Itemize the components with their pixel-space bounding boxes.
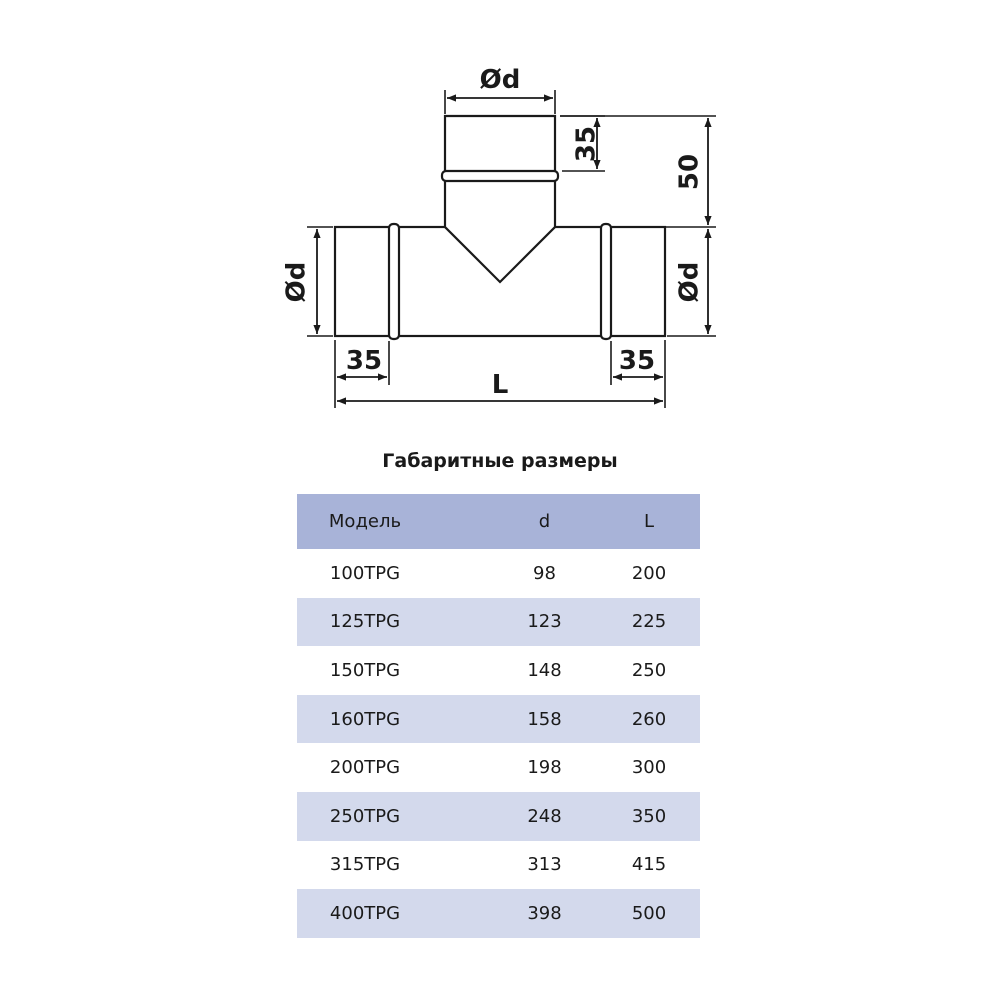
cell-l: 300 [631,757,667,779]
table-row [297,598,700,647]
right-diameter-label: Ød [674,261,705,303]
dim-top-diameter [445,65,555,114]
top-bead [442,171,558,181]
dim-top-spigot [560,116,605,171]
header-d: d [491,494,598,549]
cell-d: 123 [491,598,598,647]
right-spigot-label: 35 [618,346,656,376]
table-row [297,743,700,792]
cell-model: 160TPG [297,695,491,744]
cell-model: 250TPG [297,792,491,841]
dim-right-diameter [667,229,716,336]
cell-model: 400TPG [297,889,491,938]
top-diameter-label: Ød [479,65,521,95]
cell-d: 148 [527,659,562,681]
cell-l: 500 [598,889,700,938]
dim-left-diameter [282,227,334,336]
tee-fitting-drawing [0,0,1000,440]
cell-model: 315TPG [329,854,401,876]
cell-model: 100TPG [329,562,401,584]
dim-left-spigot [335,340,389,408]
table-row [297,841,700,890]
cell-l: 350 [598,792,700,841]
cell-l: 200 [631,562,667,584]
length-label: L [491,370,509,400]
table-row [297,695,700,744]
table-header-row [297,494,700,549]
cell-model: 125TPG [297,598,491,647]
dimensions-table [297,494,700,938]
left-diameter-label: Ød [281,261,312,303]
cell-d: 398 [491,889,598,938]
cell-d: 248 [491,792,598,841]
table-row [297,646,700,695]
branch-pipe [445,116,555,282]
top-height-label: 50 [674,153,705,191]
top-spigot-label: 35 [571,125,602,163]
cell-d: 198 [527,757,562,779]
cell-model: 200TPG [329,757,401,779]
table-title: Габаритные размеры [382,450,618,472]
cell-d: 313 [527,854,562,876]
tee-body [335,116,665,339]
table-row [297,889,700,938]
table-row [297,549,700,598]
cell-l: 260 [598,695,700,744]
cell-l: 250 [631,659,667,681]
cell-d: 98 [533,562,556,584]
cell-d: 158 [491,695,598,744]
dim-length [337,370,663,401]
header-l: L [598,494,700,549]
cell-l: 225 [598,598,700,647]
dim-right-spigot [611,340,665,408]
cell-l: 415 [631,854,667,876]
left-spigot-label: 35 [345,346,383,376]
right-bead [601,224,611,339]
left-bead [389,224,399,339]
cell-model: 150TPG [329,659,401,681]
table-row [297,792,700,841]
header-model: Модель [297,494,491,549]
